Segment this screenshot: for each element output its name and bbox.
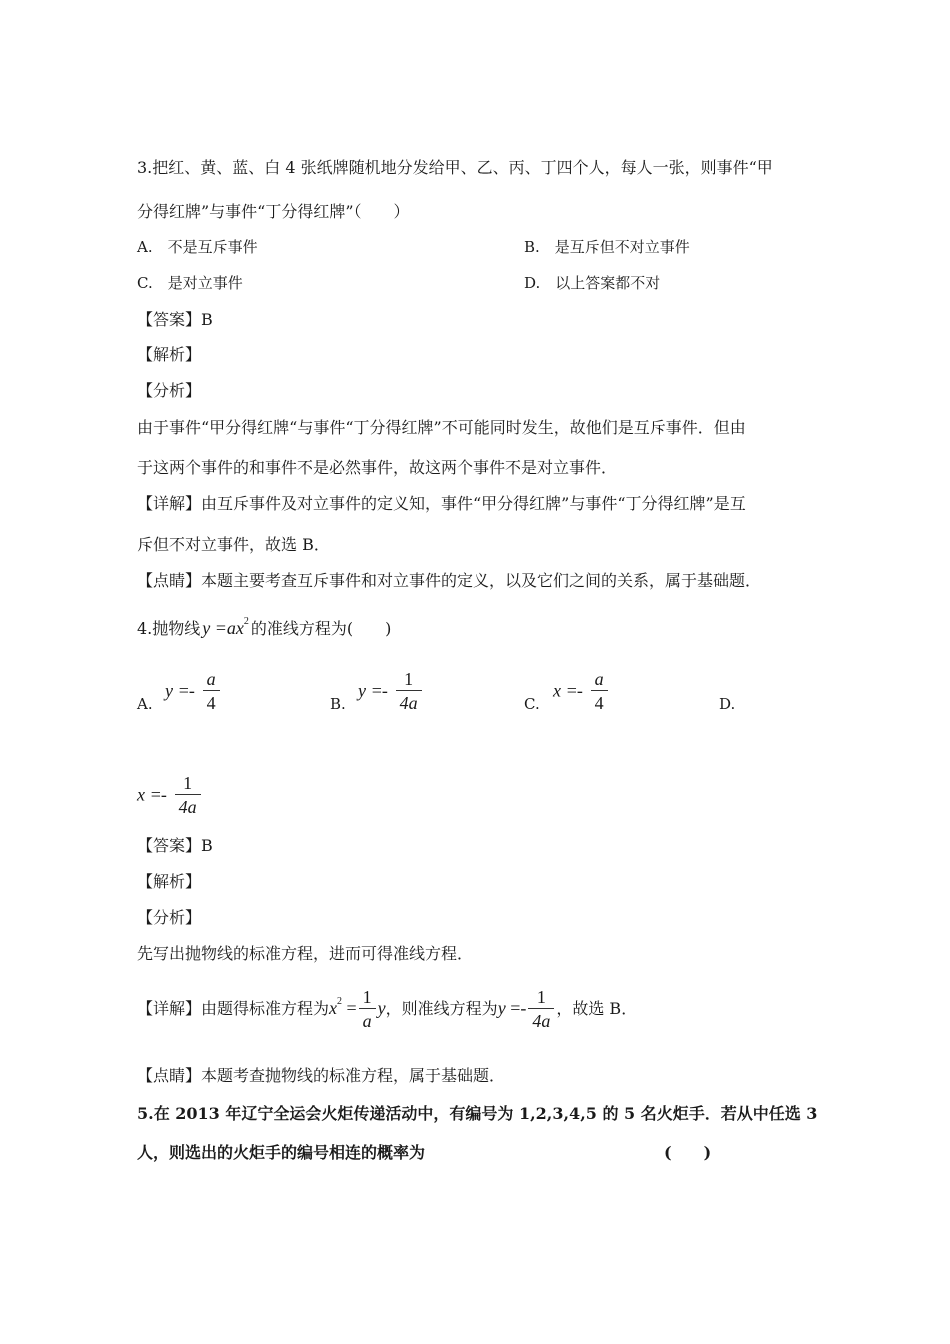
q3-option-d: D. 以上答案都不对	[524, 274, 661, 292]
q4-detail-eq1-exp: 2	[337, 996, 343, 1007]
q3-analysis-line1: 由于事件“甲分得红牌“与事件“丁分得红牌”不可能同时发生，故他们是互斥事件．但由	[137, 418, 746, 437]
q4-analysis: 先写出抛物线的标准方程，进而可得准线方程．	[137, 944, 474, 963]
q4-detail-eq1-eq: =	[346, 998, 357, 1018]
q4-option-a-label: A.	[137, 695, 153, 713]
q4-detail-eq1-den: a	[359, 1008, 376, 1033]
q4-stem-eq-exp: 2	[243, 616, 249, 627]
q4-option-a-eq: =-	[178, 680, 195, 701]
q5-stem-line1: 5.在 2013 年辽宁全运会火炬传递活动中，有编号为 1,2,3,4,5 的 5 名火炬手．若从中任选 3	[137, 1104, 818, 1123]
q4-option-c-num: a	[594, 669, 604, 689]
q4-detail-eq1	[329, 987, 386, 1032]
q3-comment: 【点睛】本题主要考查互斥事件和对立事件的定义，以及它们之间的关系，属于基础题．	[137, 571, 762, 590]
q4-option-a-var: y	[165, 680, 173, 701]
q4-detail-mid: ，则准线方程为	[385, 999, 498, 1018]
q4-option-a-math	[165, 668, 222, 715]
q4-stem-suffix: 的准线方程为( )	[250, 619, 392, 638]
q5-stem-line2: 人，则选出的火炬手的编号相连的概率为	[137, 1143, 426, 1162]
q4-option-d-math	[137, 772, 203, 819]
q3-option-c: C. 是对立事件	[137, 274, 243, 292]
q4-option-d-eq: =-	[150, 784, 167, 805]
q3-jiexi-heading: 【解析】	[137, 345, 202, 364]
q3-analysis-line2: 于这两个事件的和事件不是必然事件，故这两个事件不是对立事件．	[137, 458, 618, 477]
q4-stem-eq-lhs: y	[202, 618, 211, 638]
q4-option-b-label: B.	[330, 695, 346, 713]
q4-option-b-math	[358, 668, 424, 715]
q4-jiexi-heading: 【解析】	[137, 872, 202, 891]
q4-detail	[137, 983, 637, 1033]
q4-option-b-num: 1	[404, 669, 414, 689]
q3-stem-line1: 3.把红、黄、蓝、白 4 张纸牌随机地分发给甲、乙、丙、丁四个人，每人一张，则事件“甲	[137, 158, 773, 177]
q4-detail-eq2-num: 1	[536, 987, 546, 1008]
q4-option-c-var: x	[553, 680, 561, 701]
q4-option-c-den: 4	[591, 690, 608, 715]
q4-option-b-den: 4a	[396, 690, 422, 715]
q4-stem	[137, 618, 391, 642]
q4-stem-eq-rhs: =ax	[214, 618, 244, 638]
q4-answer: 【答案】B	[137, 836, 213, 855]
q3-answer: 【答案】B	[137, 310, 213, 329]
q4-option-a-num: a	[206, 669, 216, 689]
q4-detail-eq2-var: y	[497, 998, 506, 1018]
q4-option-c-label: C.	[524, 695, 540, 713]
q4-option-d-var: x	[137, 784, 145, 805]
q4-detail-eq1-lhs: x	[329, 998, 338, 1018]
q4-detail-eq1-tail: y	[377, 998, 386, 1018]
q4-option-d-label: D.	[719, 695, 736, 713]
q4-option-b-var: y	[358, 680, 366, 701]
q4-option-c-math	[553, 668, 610, 715]
q4-detail-eq2	[497, 987, 557, 1032]
q4-option-c-eq: =-	[566, 680, 583, 701]
q4-detail-eq1-num: 1	[362, 987, 372, 1008]
q3-fenxi-heading: 【分析】	[137, 381, 202, 400]
q4-option-d-den: 4a	[175, 794, 201, 819]
q4-option-a-den: 4	[203, 690, 220, 715]
q3-option-b: B. 是互斥但不对立事件	[524, 238, 690, 256]
q4-detail-prefix: 【详解】由题得标准方程为	[137, 999, 330, 1018]
q5-answer-paren: ( )	[664, 1143, 712, 1162]
q4-option-b-eq: =-	[371, 680, 388, 701]
q4-stem-prefix: 4.抛物线	[137, 619, 201, 638]
q4-stem-equation	[202, 618, 249, 638]
q3-detail-line2: 斥但不对立事件，故选 B．	[137, 535, 330, 554]
q4-detail-eq2-eq: =-	[510, 998, 527, 1018]
q4-option-d-num: 1	[183, 773, 193, 793]
q4-comment: 【点睛】本题考查抛物线的标准方程，属于基础题．	[137, 1066, 506, 1085]
q4-detail-suffix: ，故选 B．	[556, 999, 638, 1018]
q3-option-a: A. 不是互斥事件	[137, 238, 258, 256]
q4-fenxi-heading: 【分析】	[137, 908, 202, 927]
q3-stem-line2: 分得红牌”与事件“丁分得红牌”（ ）	[137, 202, 410, 221]
q4-detail-eq2-den: 4a	[528, 1008, 554, 1033]
q3-detail-line1: 【详解】由互斥事件及对立事件的定义知，事件“甲分得红牌”与事件“丁分得红牌”是互	[137, 494, 746, 513]
